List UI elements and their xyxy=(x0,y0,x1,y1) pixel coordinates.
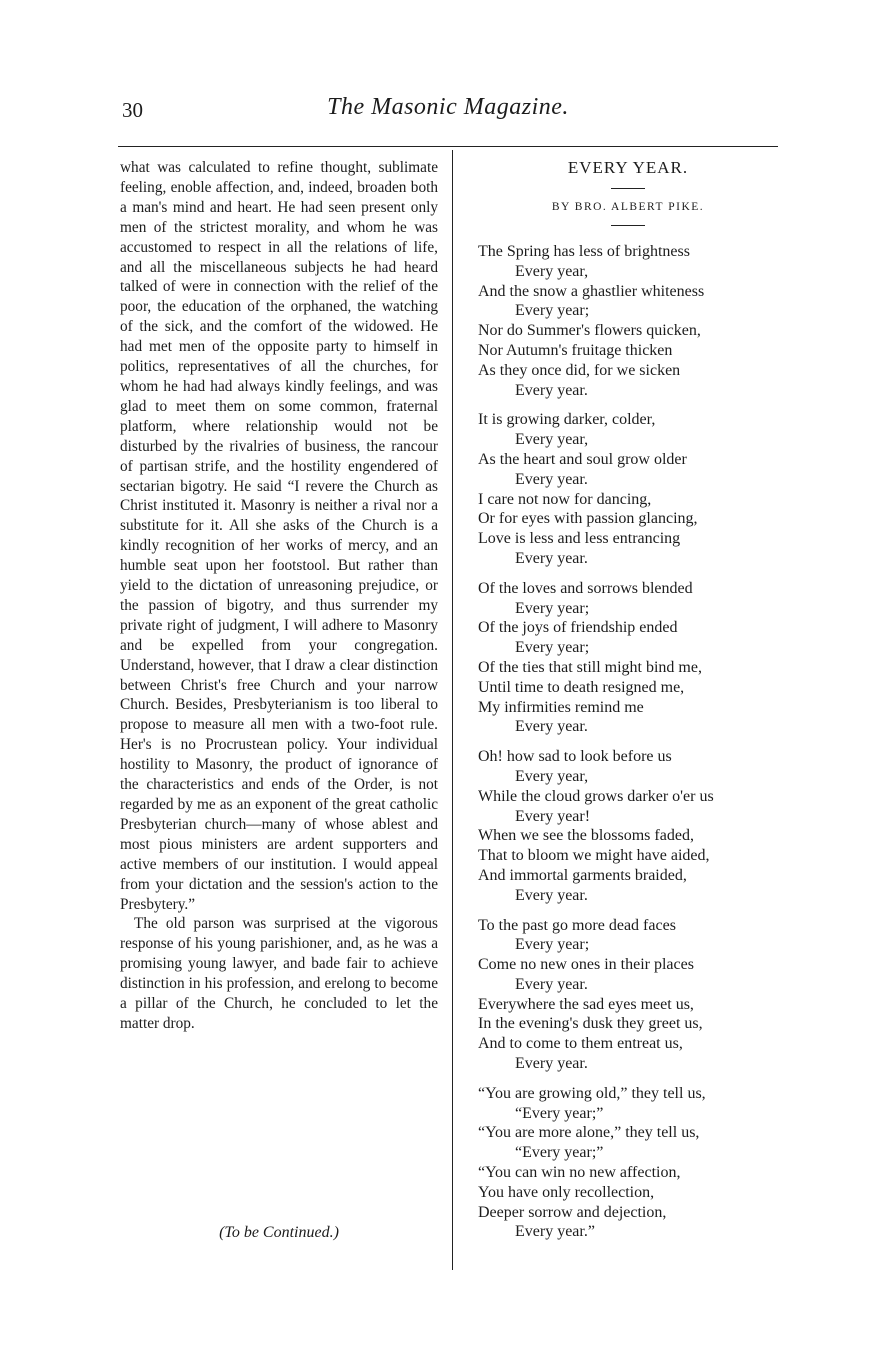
poem-line: Every year! xyxy=(515,807,591,825)
poem-line: And the snow a ghastlier whiteness xyxy=(478,282,705,300)
poem-stanza xyxy=(478,747,778,905)
poem-line: You have only recollection, xyxy=(478,1183,655,1201)
article-paragraph: The old parson was surprised at the vigorous response of his young parishioner, and, as he was a promising young lawyer, and bade fair to achieve distinction in his profession, and erelong to become a pillar of the Church, he concluded to let the matter drop. xyxy=(120,915,438,1032)
poem-line: It is growing darker, colder, xyxy=(478,411,656,429)
poem-line: Of the joys of friendship ended xyxy=(478,619,678,637)
column-divider xyxy=(452,150,453,1270)
poem-line: Every year. xyxy=(515,975,588,993)
byline-rule xyxy=(611,225,645,226)
poem-line: Every year. xyxy=(515,1055,588,1073)
poem-line: “You can win no new affection, xyxy=(478,1164,681,1182)
poem-byline: BY BRO. ALBERT PIKE. xyxy=(551,201,705,213)
poem-line: Every year, xyxy=(515,431,589,449)
to-be-continued: (To be Continued.) xyxy=(219,1224,339,1241)
page-number: 30 xyxy=(122,98,143,122)
poem-body xyxy=(478,242,778,1242)
poem-line: The Spring has less of brightness xyxy=(478,243,690,260)
poem-line: “You are growing old,” they tell us, xyxy=(478,1084,706,1102)
poem-stanza xyxy=(478,410,778,568)
poem-line: Until time to death resigned me, xyxy=(478,678,685,696)
poem-line: Every year. xyxy=(515,886,588,904)
poem-line: Every year; xyxy=(515,936,590,954)
poem-stanza xyxy=(478,1084,778,1242)
article-paragraph: what was calculated to refine thought, sublimate feeling, enoble affection, and, indeed, broaden both a man's mind and heart. He had seen present only men of the strictest morality, and whom he was accustomed to respect in all the relations of life, and all the miscellaneous subjects he had heard talked of were in connection with the relief of the poor, the education of the orphaned, the watching of the sick, and the comfort of the widowed. He had met men of the opposite party to himself in politics, representatives of all the churches, for whom he had had always kindly feelings, and was glad to meet them on some common, fraternal platform, where relationship would not be disturbed by the rivalries of business, the rancour of partisan strife, and the hostility engendered of sectarian bigotry. He said “I revere the Church as Christ instituted it. Masonry is neither a rival nor a substitute for it. All she asks of the Church is a kindly recognition of her works of mercy, and an humble seat upon her footstool. But rather than yield to the dictation of unreasoning prejudice, or the passion of bigotry, and thus surrender my private right of judgment, I will adhere to Masonry and be expelled from your congregation. Understand, however, that I draw a clear distinction between Christ's free Church and your narrow Church. Besides, Presbyterianism is too liberal to propose to measure all men with a two-foot rule. Her's is no Procrustean policy. Your individual hostility to Masonry, the product of ignorance of the characteristics and ends of the Order, is not regarded by me as an exponent of the great catholic Presbyterian church—many of whose ablest and most pious ministers are ardent supporters and active members of our institution. I would appeal from your dictation and the session's action to the Presbytery.” xyxy=(120,159,438,913)
poem-line: “Every year;” xyxy=(515,1144,604,1162)
article-continuation xyxy=(120,158,438,1034)
poem-line: Every year, xyxy=(515,767,589,785)
poem-line: Every year. xyxy=(515,549,588,567)
poem-line: Nor do Summer's flowers quicken, xyxy=(478,322,701,340)
poem-stanza xyxy=(478,242,778,400)
poem-line: Every year; xyxy=(515,599,590,617)
poem-line: Every year; xyxy=(515,639,590,657)
poem-line: Of the ties that still might bind me, xyxy=(478,658,702,676)
poem-line: Come no new ones in their places xyxy=(478,956,694,974)
poem-line: Everywhere the sad eyes meet us, xyxy=(478,995,694,1013)
poem-line: Or for eyes with passion glancing, xyxy=(478,510,698,528)
poem-line: While the cloud grows darker o'er us xyxy=(478,787,714,805)
poem-line: As the heart and soul grow older xyxy=(478,450,687,468)
header-rule xyxy=(118,146,778,147)
poem-line: Every year. xyxy=(515,718,588,736)
poem-line: Every year, xyxy=(515,262,589,280)
poem-line: I care not now for dancing, xyxy=(478,490,652,508)
poem-line: “Every year;” xyxy=(515,1104,604,1122)
title-rule xyxy=(611,188,645,189)
poem-line: When we see the blossoms faded, xyxy=(478,827,694,845)
poem-line: Every year.” xyxy=(515,1223,595,1241)
page-header xyxy=(118,90,778,130)
poem-line: Every year. xyxy=(515,381,588,399)
poem-line: Nor Autumn's fruitage thicken xyxy=(478,341,673,359)
poem-line: “You are more alone,” they tell us, xyxy=(478,1124,700,1142)
poem-stanza xyxy=(478,579,778,737)
poem-line: Every year. xyxy=(515,470,588,488)
poem-line: Love is less and less entrancing xyxy=(478,530,681,548)
poem-line: My infirmities remind me xyxy=(478,698,644,716)
poem-line: In the evening's dusk they greet us, xyxy=(478,1015,703,1033)
poem-stanza xyxy=(478,916,778,1074)
poem-line: Of the loves and sorrows blended xyxy=(478,579,693,597)
poem-line: Deeper sorrow and dejection, xyxy=(478,1203,667,1221)
poem-line: As they once did, for we sicken xyxy=(478,361,681,379)
poem-line: And to come to them entreat us, xyxy=(478,1035,683,1053)
poem-line: To the past go more dead faces xyxy=(478,916,676,934)
running-title: The Masonic Magazine. xyxy=(327,94,569,120)
poem-title: EVERY YEAR. xyxy=(567,158,689,177)
poem-line: Every year; xyxy=(515,302,590,320)
poem-column xyxy=(478,158,778,1252)
poem-line: That to bloom we might have aided, xyxy=(478,847,710,865)
poem-line: And immortal garments braided, xyxy=(478,866,687,884)
poem-line: Oh! how sad to look before us xyxy=(478,748,672,766)
